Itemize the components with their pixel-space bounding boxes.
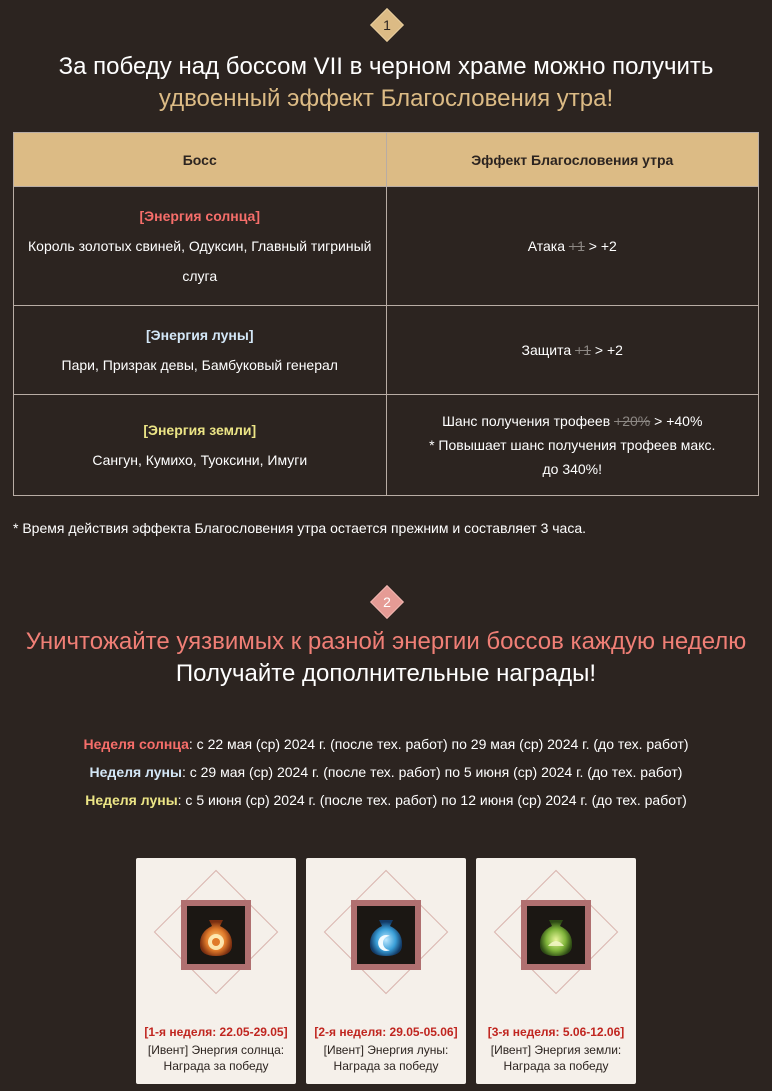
moon-pouch-icon bbox=[357, 906, 415, 964]
new-value: > +2 bbox=[594, 342, 623, 358]
effect-cell: Атака +1 > +2 bbox=[386, 187, 759, 306]
new-value: > +40% bbox=[654, 413, 703, 429]
sun-pouch-icon bbox=[187, 906, 245, 964]
table-row bbox=[14, 395, 759, 496]
table-row bbox=[14, 306, 759, 395]
table-row bbox=[14, 187, 759, 306]
boss-list: Сангун, Кумихо, Туоксини, Имуги bbox=[92, 452, 308, 468]
boss-list: Пари, Призрак девы, Бамбуковый генерал bbox=[61, 357, 338, 373]
energy-moon-label: [Энергия луны] bbox=[146, 327, 254, 343]
boss-cell bbox=[14, 187, 387, 306]
week-line-sun: Неделя солнца: с 22 мая (ср) 2024 г. (после тех. работ) по 29 мая (ср) 2024 г. (до тех. работ) bbox=[83, 736, 689, 752]
effect-cell: Защита +1 > +2 bbox=[386, 306, 759, 395]
old-value: +20% bbox=[614, 413, 651, 429]
boss-list: Король золотых свиней, Одуксин, Главный тигриный слуга bbox=[28, 238, 372, 284]
effect-note: * Повышает шанс получения трофеев макс. bbox=[429, 437, 716, 453]
energy-earth-label: [Энергия земли] bbox=[143, 422, 257, 438]
week-line-moon: Неделя луны: с 29 мая (ср) 2024 г. (после тех. работ) по 5 июня (ср) 2024 г. (до тех. работ) bbox=[89, 764, 683, 780]
section-2-badge: 2 bbox=[370, 585, 404, 619]
duration-note: * Время действия эффекта Благословения утра остается прежним и составляет 3 часа. bbox=[13, 520, 587, 536]
energy-sun-label: [Энергия солнца] bbox=[139, 208, 260, 224]
old-value: +1 bbox=[575, 342, 592, 358]
boss-cell bbox=[14, 306, 387, 395]
effect-note: до 340%! bbox=[542, 461, 603, 477]
header-effect: Эффект Благословения утра bbox=[386, 133, 759, 187]
effect-cell: Шанс получения трофеев +20% > +40% * Повышает шанс получения трофеев макс. до 340%! bbox=[386, 395, 759, 496]
reward-card-week1: [1-я неделя: 22.05-29.05] [Ивент] Энергия солнца: Награда за победу bbox=[136, 858, 296, 1084]
section-2-title: Уничтожайте уязвимых к разной энергии боссов каждую неделю bbox=[25, 628, 747, 655]
boss-effect-table bbox=[13, 132, 759, 496]
new-value: > +2 bbox=[588, 238, 617, 254]
header-boss: Босс bbox=[14, 133, 387, 187]
reward-card-week2: [2-я неделя: 29.05-05.06] [Ивент] Энергия луны: Награда за победу bbox=[306, 858, 466, 1084]
section-1-badge: 1 bbox=[370, 8, 404, 42]
old-value: +1 bbox=[568, 238, 585, 254]
boss-cell bbox=[14, 395, 387, 496]
section-2-subtitle: Получайте дополнительные награды! bbox=[175, 660, 597, 687]
week-line-earth: Неделя луны: с 5 июня (ср) 2024 г. (после тех. работ) по 12 июня (ср) 2024 г. (до тех. работ) bbox=[85, 792, 687, 808]
section-1-subtitle: удвоенный эффект Благословения утра! bbox=[158, 85, 614, 112]
reward-card-week3: [3-я неделя: 5.06-12.06] [Ивент] Энергия земли: Награда за победу bbox=[476, 858, 636, 1084]
earth-pouch-icon bbox=[527, 906, 585, 964]
section-1-title: За победу над боссом VII в черном храме можно получить bbox=[58, 53, 714, 80]
